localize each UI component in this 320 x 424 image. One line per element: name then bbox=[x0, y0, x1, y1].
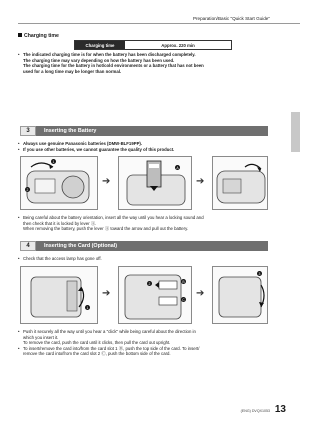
callout-lever-a: A bbox=[176, 165, 179, 170]
callout-3: 3 bbox=[258, 271, 261, 276]
card-insert-illustration bbox=[118, 266, 192, 324]
camera-bottom-illustration bbox=[21, 157, 99, 211]
step-4-title: Inserting the Card (Optional) bbox=[36, 241, 268, 251]
charging-time-label: Charging time bbox=[75, 41, 125, 49]
step-3-instructions: • Being careful about the battery orientation, insert all the way until you hear a locking sound and then check that it is locked by lever Ⓐ. When removing the battery, push the lever Ⓐ toward the arrow and pull out the battery. bbox=[18, 215, 280, 232]
battery-insert-illustration bbox=[118, 156, 192, 210]
callout-1: 1 bbox=[52, 159, 55, 164]
chapter-side-tab bbox=[291, 112, 300, 152]
charging-time-value: Approx. 220 min bbox=[161, 42, 195, 48]
callout-1: 1 bbox=[86, 305, 89, 310]
battery-door-illustration bbox=[20, 156, 98, 210]
card-door-open-illustration bbox=[20, 266, 98, 324]
callout-2: 2 bbox=[148, 281, 151, 286]
page-number: 13 bbox=[274, 404, 286, 415]
camera-closed-drawing bbox=[213, 157, 269, 211]
callout-slot-b: B bbox=[182, 279, 185, 284]
step-3-bullets: • Always use genuine Panasonic batteries (DMW-BLF19PP). • If you use other batteries, we cannot guarantee the quality of this product. bbox=[18, 141, 280, 152]
step-arrow-icon: ➔ bbox=[102, 288, 111, 299]
square-bullet-icon bbox=[18, 33, 22, 37]
step-arrow-icon: ➔ bbox=[196, 176, 205, 187]
step-arrow-icon: ➔ bbox=[102, 176, 111, 187]
page-breadcrumb: Preparation/Basic "Quick Start Guide" bbox=[192, 16, 270, 21]
step-3-header bbox=[20, 126, 268, 136]
card-slots-drawing bbox=[119, 267, 193, 325]
step-4-header bbox=[20, 241, 268, 251]
step-3-number: 3 bbox=[20, 126, 36, 136]
step-arrow-icon: ➔ bbox=[196, 288, 205, 299]
model-code: (ENG) DVQX1053 bbox=[240, 409, 270, 413]
step-3-title: Inserting the Battery bbox=[36, 126, 268, 136]
header-divider bbox=[18, 23, 300, 24]
camera-side-drawing bbox=[21, 267, 99, 325]
step-4-instructions: • Push it securely all the way until you hear a "click" while being careful about the direction in which you insert it. To remove the card, push the card until it clicks, then pull the card out upright. • To insert/remove the card into/from the card slot 1 Ⓑ, push the top side of the card. To insert/ remove the card into/from the card slot 2 Ⓒ, push the bottom side of the card. bbox=[18, 329, 280, 357]
callout-slot-c: C bbox=[182, 297, 185, 302]
charging-time-table bbox=[74, 40, 232, 50]
callout-2: 2 bbox=[26, 187, 29, 192]
step-4-bullet: • Check that the access lamp has gone off. bbox=[18, 256, 280, 262]
step-4-number: 4 bbox=[20, 241, 36, 251]
card-door-close-illustration bbox=[212, 266, 268, 324]
battery-door-close-illustration bbox=[212, 156, 268, 210]
charging-time-heading: Charging time bbox=[18, 33, 59, 39]
battery-insert-drawing bbox=[119, 157, 193, 211]
charging-notes: • The indicated charging time is for when the battery has been discharged completely. The charging time may vary depending on how the battery has been used. The charging time for the battery in hot/cold environments or a battery that has not been used for a long time may be longer than normal. bbox=[18, 52, 280, 74]
